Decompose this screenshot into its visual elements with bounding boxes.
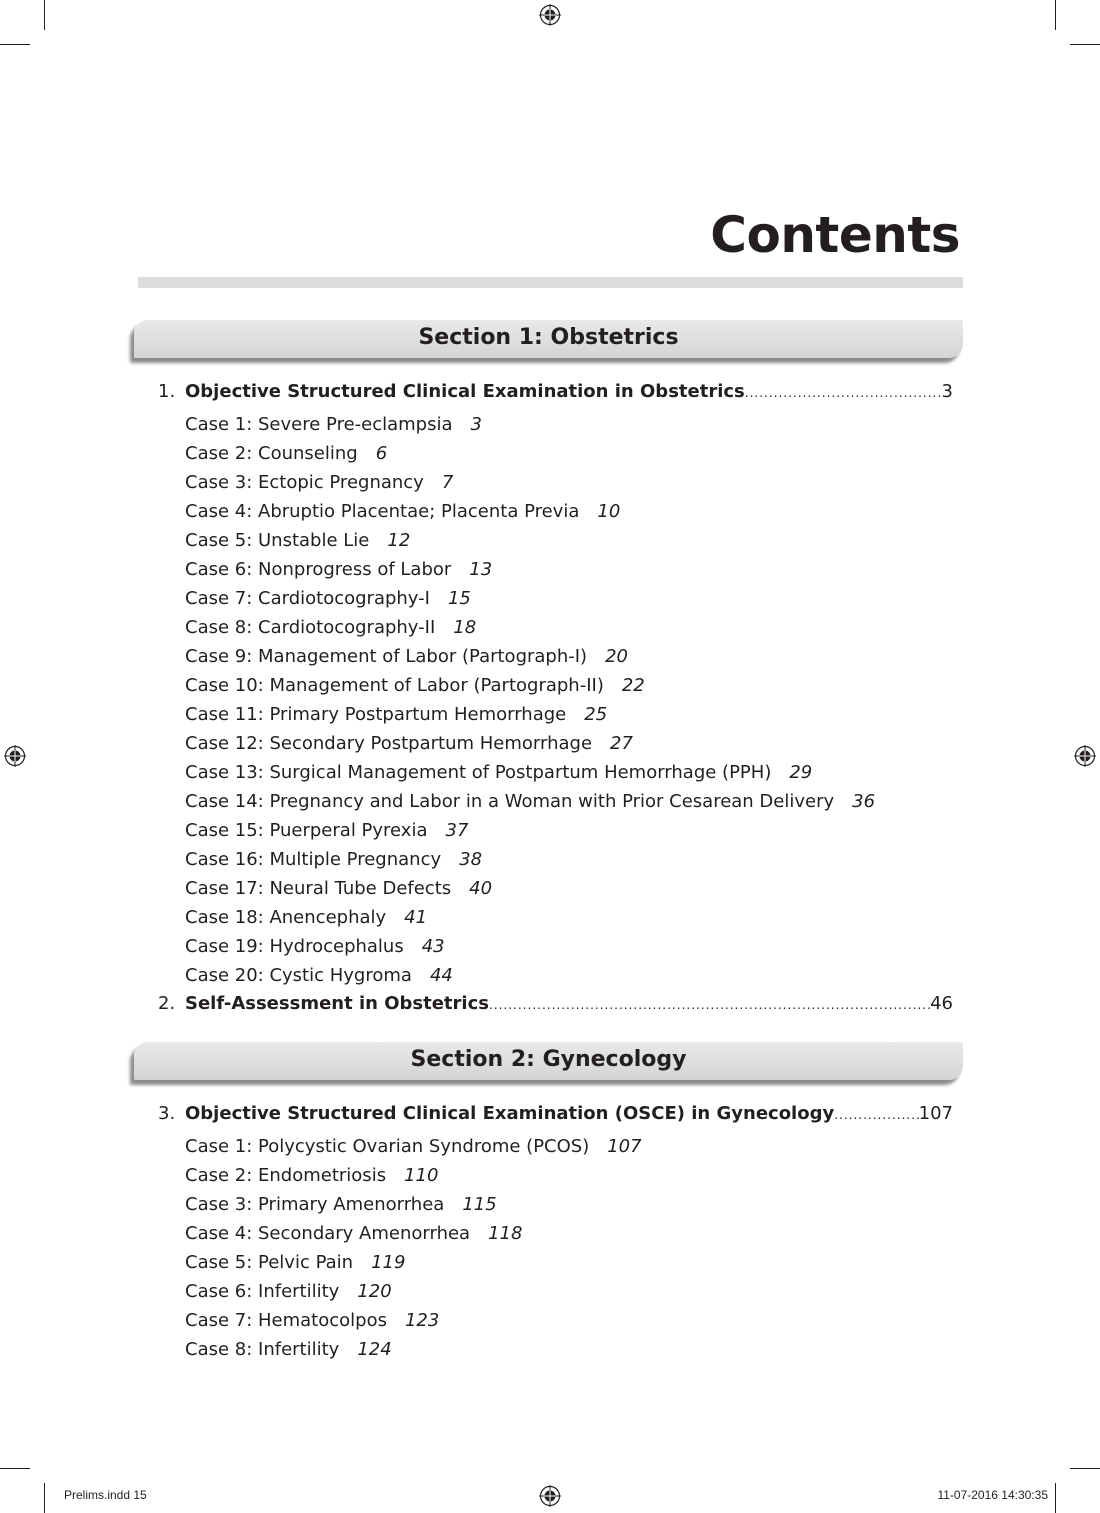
crop-mark (1055, 0, 1056, 30)
footer-timestamp: 11-07-2016 14:30:35 (937, 1488, 1048, 1502)
crop-mark (1070, 44, 1100, 45)
case-page: 123 (404, 1310, 440, 1331)
registration-mark-icon (539, 4, 561, 26)
case-label: Case 8: Cardiotocography-II (185, 617, 436, 638)
section-heading-label: Section 2: Gynecology (410, 1047, 687, 1072)
chapter-number: 3. (158, 1103, 176, 1124)
toc-case-item[interactable] (185, 907, 965, 936)
section-heading-obstetrics (134, 320, 963, 358)
dot-leader (489, 998, 930, 1012)
case-label: Case 3: Primary Amenorrhea (185, 1194, 445, 1215)
toc-case-item[interactable] (185, 704, 965, 733)
case-page: 12 (387, 530, 411, 551)
toc-case-item[interactable] (185, 646, 965, 675)
toc-chapter-3[interactable] (158, 1103, 953, 1129)
toc-chapter-2[interactable] (158, 993, 953, 1019)
toc-case-item[interactable] (185, 414, 965, 443)
toc-case-item[interactable] (185, 1136, 965, 1165)
case-label: Case 5: Pelvic Pain (185, 1252, 354, 1273)
toc-case-item[interactable] (185, 1252, 965, 1281)
toc-case-item[interactable] (185, 530, 965, 559)
case-page: 3 (470, 414, 482, 435)
case-page: 36 (852, 791, 876, 812)
crop-mark (44, 0, 45, 30)
case-page: 29 (789, 762, 813, 783)
case-label: Case 14: Pregnancy and Labor in a Woman with Prior Cesarean Delivery (185, 791, 835, 812)
chapter-title: Objective Structured Clinical Examination (OSCE) in Gynecology (185, 1103, 835, 1124)
case-page: 18 (453, 617, 477, 638)
case-label: Case 6: Infertility (185, 1281, 340, 1302)
case-label: Case 20: Cystic Hygroma (185, 965, 412, 986)
toc-case-item[interactable] (185, 1223, 965, 1252)
registration-mark-icon (539, 1485, 561, 1507)
case-label: Case 5: Unstable Lie (185, 530, 370, 551)
page-title: Contents (710, 206, 960, 264)
case-page: 107 (607, 1136, 642, 1157)
crop-mark (1055, 1483, 1056, 1513)
case-page: 6 (375, 443, 388, 464)
toc-case-item[interactable] (185, 936, 965, 965)
case-page: 110 (404, 1165, 439, 1186)
case-label: Case 3: Ectopic Pregnancy (185, 472, 424, 493)
chapter-title: Objective Structured Clinical Examination in Obstetrics (185, 381, 745, 402)
toc-case-item[interactable] (185, 588, 965, 617)
case-page: 38 (459, 849, 483, 870)
case-list-chapter-3 (185, 1136, 965, 1368)
case-page: 27 (610, 733, 633, 754)
case-label: Case 2: Counseling (185, 443, 358, 464)
case-page: 40 (469, 878, 493, 899)
toc-case-item[interactable] (185, 878, 965, 907)
case-page: 119 (371, 1252, 406, 1273)
chapter-number: 2. (158, 993, 176, 1014)
case-page: 20 (605, 646, 628, 667)
toc-case-item[interactable] (185, 965, 965, 994)
case-list-chapter-1 (185, 414, 965, 994)
dot-leader (745, 386, 942, 400)
case-label: Case 17: Neural Tube Defects (185, 878, 452, 899)
case-label: Case 15: Puerperal Pyrexia (185, 820, 428, 841)
case-page: 22 (621, 675, 645, 696)
case-label: Case 12: Secondary Postpartum Hemorrhage (185, 733, 593, 754)
case-page: 15 (447, 588, 471, 609)
chapter-title: Self-Assessment in Obstetrics (185, 993, 489, 1014)
toc-case-item[interactable] (185, 675, 965, 704)
case-label: Case 7: Cardiotocography-I (185, 588, 430, 609)
case-label: Case 9: Management of Labor (Partograph-I) (185, 646, 588, 667)
title-rule (138, 277, 963, 288)
case-label: Case 6: Nonprogress of Labor (185, 559, 452, 580)
toc-case-item[interactable] (185, 1339, 965, 1368)
case-label: Case 1: Severe Pre-eclampsia (185, 414, 453, 435)
case-page: 124 (357, 1339, 392, 1360)
case-page: 25 (584, 704, 608, 725)
case-page: 41 (404, 907, 428, 928)
section-heading-label: Section 1: Obstetrics (418, 325, 679, 350)
crop-mark (0, 44, 30, 45)
toc-case-item[interactable] (185, 1165, 965, 1194)
toc-case-item[interactable] (185, 559, 965, 588)
crop-mark (0, 1468, 30, 1469)
case-label: Case 4: Secondary Amenorrhea (185, 1223, 471, 1244)
case-label: Case 8: Infertility (185, 1339, 340, 1360)
case-label: Case 2: Endometriosis (185, 1165, 387, 1186)
case-label: Case 13: Surgical Management of Postpartum Hemorrhage (PPH) (185, 762, 772, 783)
case-page: 120 (357, 1281, 392, 1302)
toc-case-item[interactable] (185, 472, 965, 501)
case-page: 37 (445, 820, 469, 841)
toc-case-item[interactable] (185, 501, 965, 530)
registration-mark-icon (4, 745, 26, 767)
chapter-page: 3 (941, 381, 953, 402)
toc-case-item[interactable] (185, 820, 965, 849)
toc-case-item[interactable] (185, 762, 965, 791)
toc-chapter-1[interactable] (158, 381, 953, 407)
crop-mark (1070, 1468, 1100, 1469)
case-label: Case 4: Abruptio Placentae; Placenta Previa (185, 501, 580, 522)
toc-case-item[interactable] (185, 733, 965, 762)
case-page: 7 (441, 472, 454, 493)
case-page: 13 (469, 559, 493, 580)
case-page: 43 (421, 936, 445, 957)
case-label: Case 7: Hematocolpos (185, 1310, 387, 1331)
case-page: 115 (462, 1194, 497, 1215)
toc-case-item[interactable] (185, 1194, 965, 1223)
section-heading-gynecology (134, 1042, 963, 1080)
case-label: Case 10: Management of Labor (Partograph-II) (185, 675, 604, 696)
chapter-page: 46 (930, 993, 953, 1014)
toc-case-item[interactable] (185, 443, 965, 472)
chapter-page: 107 (918, 1103, 953, 1124)
case-page: 44 (429, 965, 453, 986)
case-label: Case 18: Anencephaly (185, 907, 387, 928)
toc-case-item[interactable] (185, 1281, 965, 1310)
case-label: Case 16: Multiple Pregnancy (185, 849, 442, 870)
toc-case-item[interactable] (185, 849, 965, 878)
footer-file-info: Prelims.indd 15 (64, 1488, 147, 1502)
toc-case-item[interactable] (185, 791, 965, 820)
case-page: 118 (488, 1223, 523, 1244)
toc-case-item[interactable] (185, 617, 965, 646)
crop-mark (44, 1483, 45, 1513)
chapter-number: 1. (158, 381, 176, 402)
case-label: Case 19: Hydrocephalus (185, 936, 404, 957)
case-label: Case 1: Polycystic Ovarian Syndrome (PCOS) (185, 1136, 590, 1157)
registration-mark-icon (1074, 745, 1096, 767)
toc-case-item[interactable] (185, 1310, 965, 1339)
dot-leader (834, 1108, 918, 1122)
case-label: Case 11: Primary Postpartum Hemorrhage (185, 704, 567, 725)
case-page: 10 (597, 501, 621, 522)
